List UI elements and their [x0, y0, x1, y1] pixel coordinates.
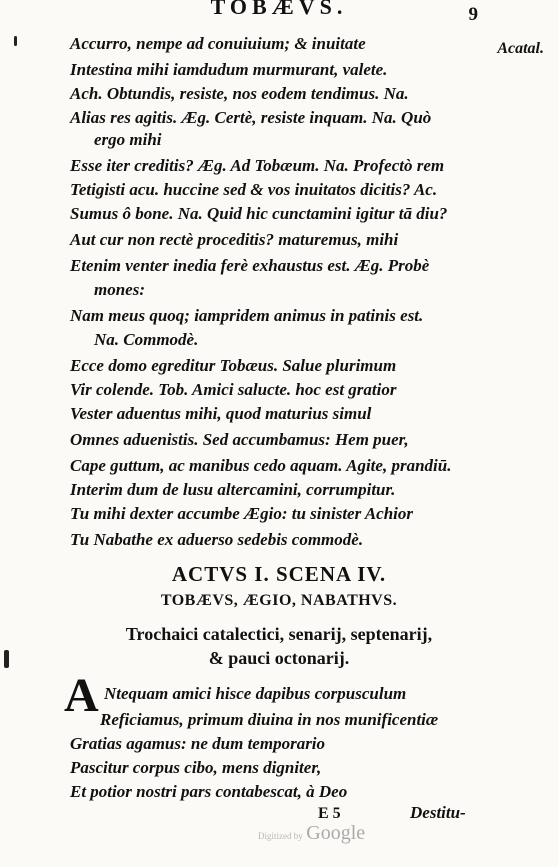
verse-line: Accurro, nempe ad conuiuium; & inuitate	[70, 34, 366, 53]
verse-line: Cape guttum, ac manibus cedo aquam. Agite, prandiū.	[70, 456, 452, 475]
digitization-watermark	[258, 822, 365, 845]
drop-cap: A	[64, 669, 99, 722]
catchword: Destitu-	[410, 803, 466, 822]
characters-heading: TOBÆVS, ÆGIO, NABATHVS.	[160, 592, 398, 609]
verse-line: Interim dum de lusu altercamini, corrumpitur.	[70, 480, 396, 499]
verse-line: Vester aduentus mihi, quod maturius simul	[70, 404, 372, 423]
margin-note: Acatal.	[497, 40, 544, 57]
verse-line: Tu Nabathe ex aduerso sedebis commodè.	[70, 530, 364, 549]
verse-line: Intestina mihi iamdudum murmurant, valete.	[70, 60, 388, 79]
verse-line: Sumus ô bone. Na. Quid hic cunctamini igitur tā diu?	[70, 204, 448, 223]
verse-line: mones:	[94, 280, 145, 299]
verse-line: Tetigisti acu. huccine sed & vos inuitatos dicitis? Ac.	[70, 180, 438, 199]
verse-line: Nam meus quoq; iampridem animus in patinis est.	[70, 306, 424, 325]
meter-note-line-2: & pauci octonarij.	[208, 648, 350, 668]
verse-line: ergo mihi	[94, 130, 162, 149]
signature-mark: E 5	[318, 805, 341, 822]
verse-line: Alias res agitis. Æg. Certè, resiste inquam. Na. Quò	[70, 108, 432, 127]
margin-ink-mark	[14, 36, 17, 46]
page-number: 9	[468, 4, 478, 25]
meter-note-line-1: Trochaici catalectici, senarij, septenarij,	[125, 624, 433, 644]
verse-line: Ecce domo egreditur Tobæus. Salue plurimum	[70, 356, 397, 375]
act-scene-heading: ACTVS I. SCENA IV.	[171, 562, 387, 586]
verse-line: Aut cur non rectè proceditis? maturemus, mihi	[70, 230, 399, 249]
verse-line: Omnes aduenistis. Sed accumbamus: Hem puer,	[70, 430, 409, 449]
verse-line: Etenim venter inedia ferè exhaustus est. Æg. Probè	[70, 256, 430, 275]
watermark-prefix: Digitized by	[258, 831, 303, 841]
watermark-logo: Google	[306, 822, 366, 844]
verse-line: Na. Commodè.	[94, 330, 199, 349]
running-head: TOBÆVS.	[210, 0, 348, 19]
verse-line: Tu mihi dexter accumbe Ægio: tu sinister Achior	[70, 504, 413, 523]
verse-line: Gratias agamus: ne dum temporario	[70, 734, 326, 753]
verse-line: Pascitur corpus cibo, mens digniter,	[70, 758, 322, 777]
verse-line: Esse iter creditis? Æg. Ad Tobæum. Na. Profectò rem	[70, 156, 445, 175]
verse-line: Et potior nostri pars contabescat, à Deo	[70, 782, 348, 801]
verse-line: Vir colende. Tob. Amici salucte. hoc est gratior	[70, 380, 397, 399]
margin-ink-mark	[4, 650, 9, 668]
verse-line: Ach. Obtundis, resiste, nos eodem tendimus. Na.	[70, 84, 409, 103]
verse-line: Reficiamus, primum diuina in nos munificentiæ	[100, 710, 439, 729]
verse-line: Ntequam amici hisce dapibus corpusculum	[104, 684, 407, 703]
